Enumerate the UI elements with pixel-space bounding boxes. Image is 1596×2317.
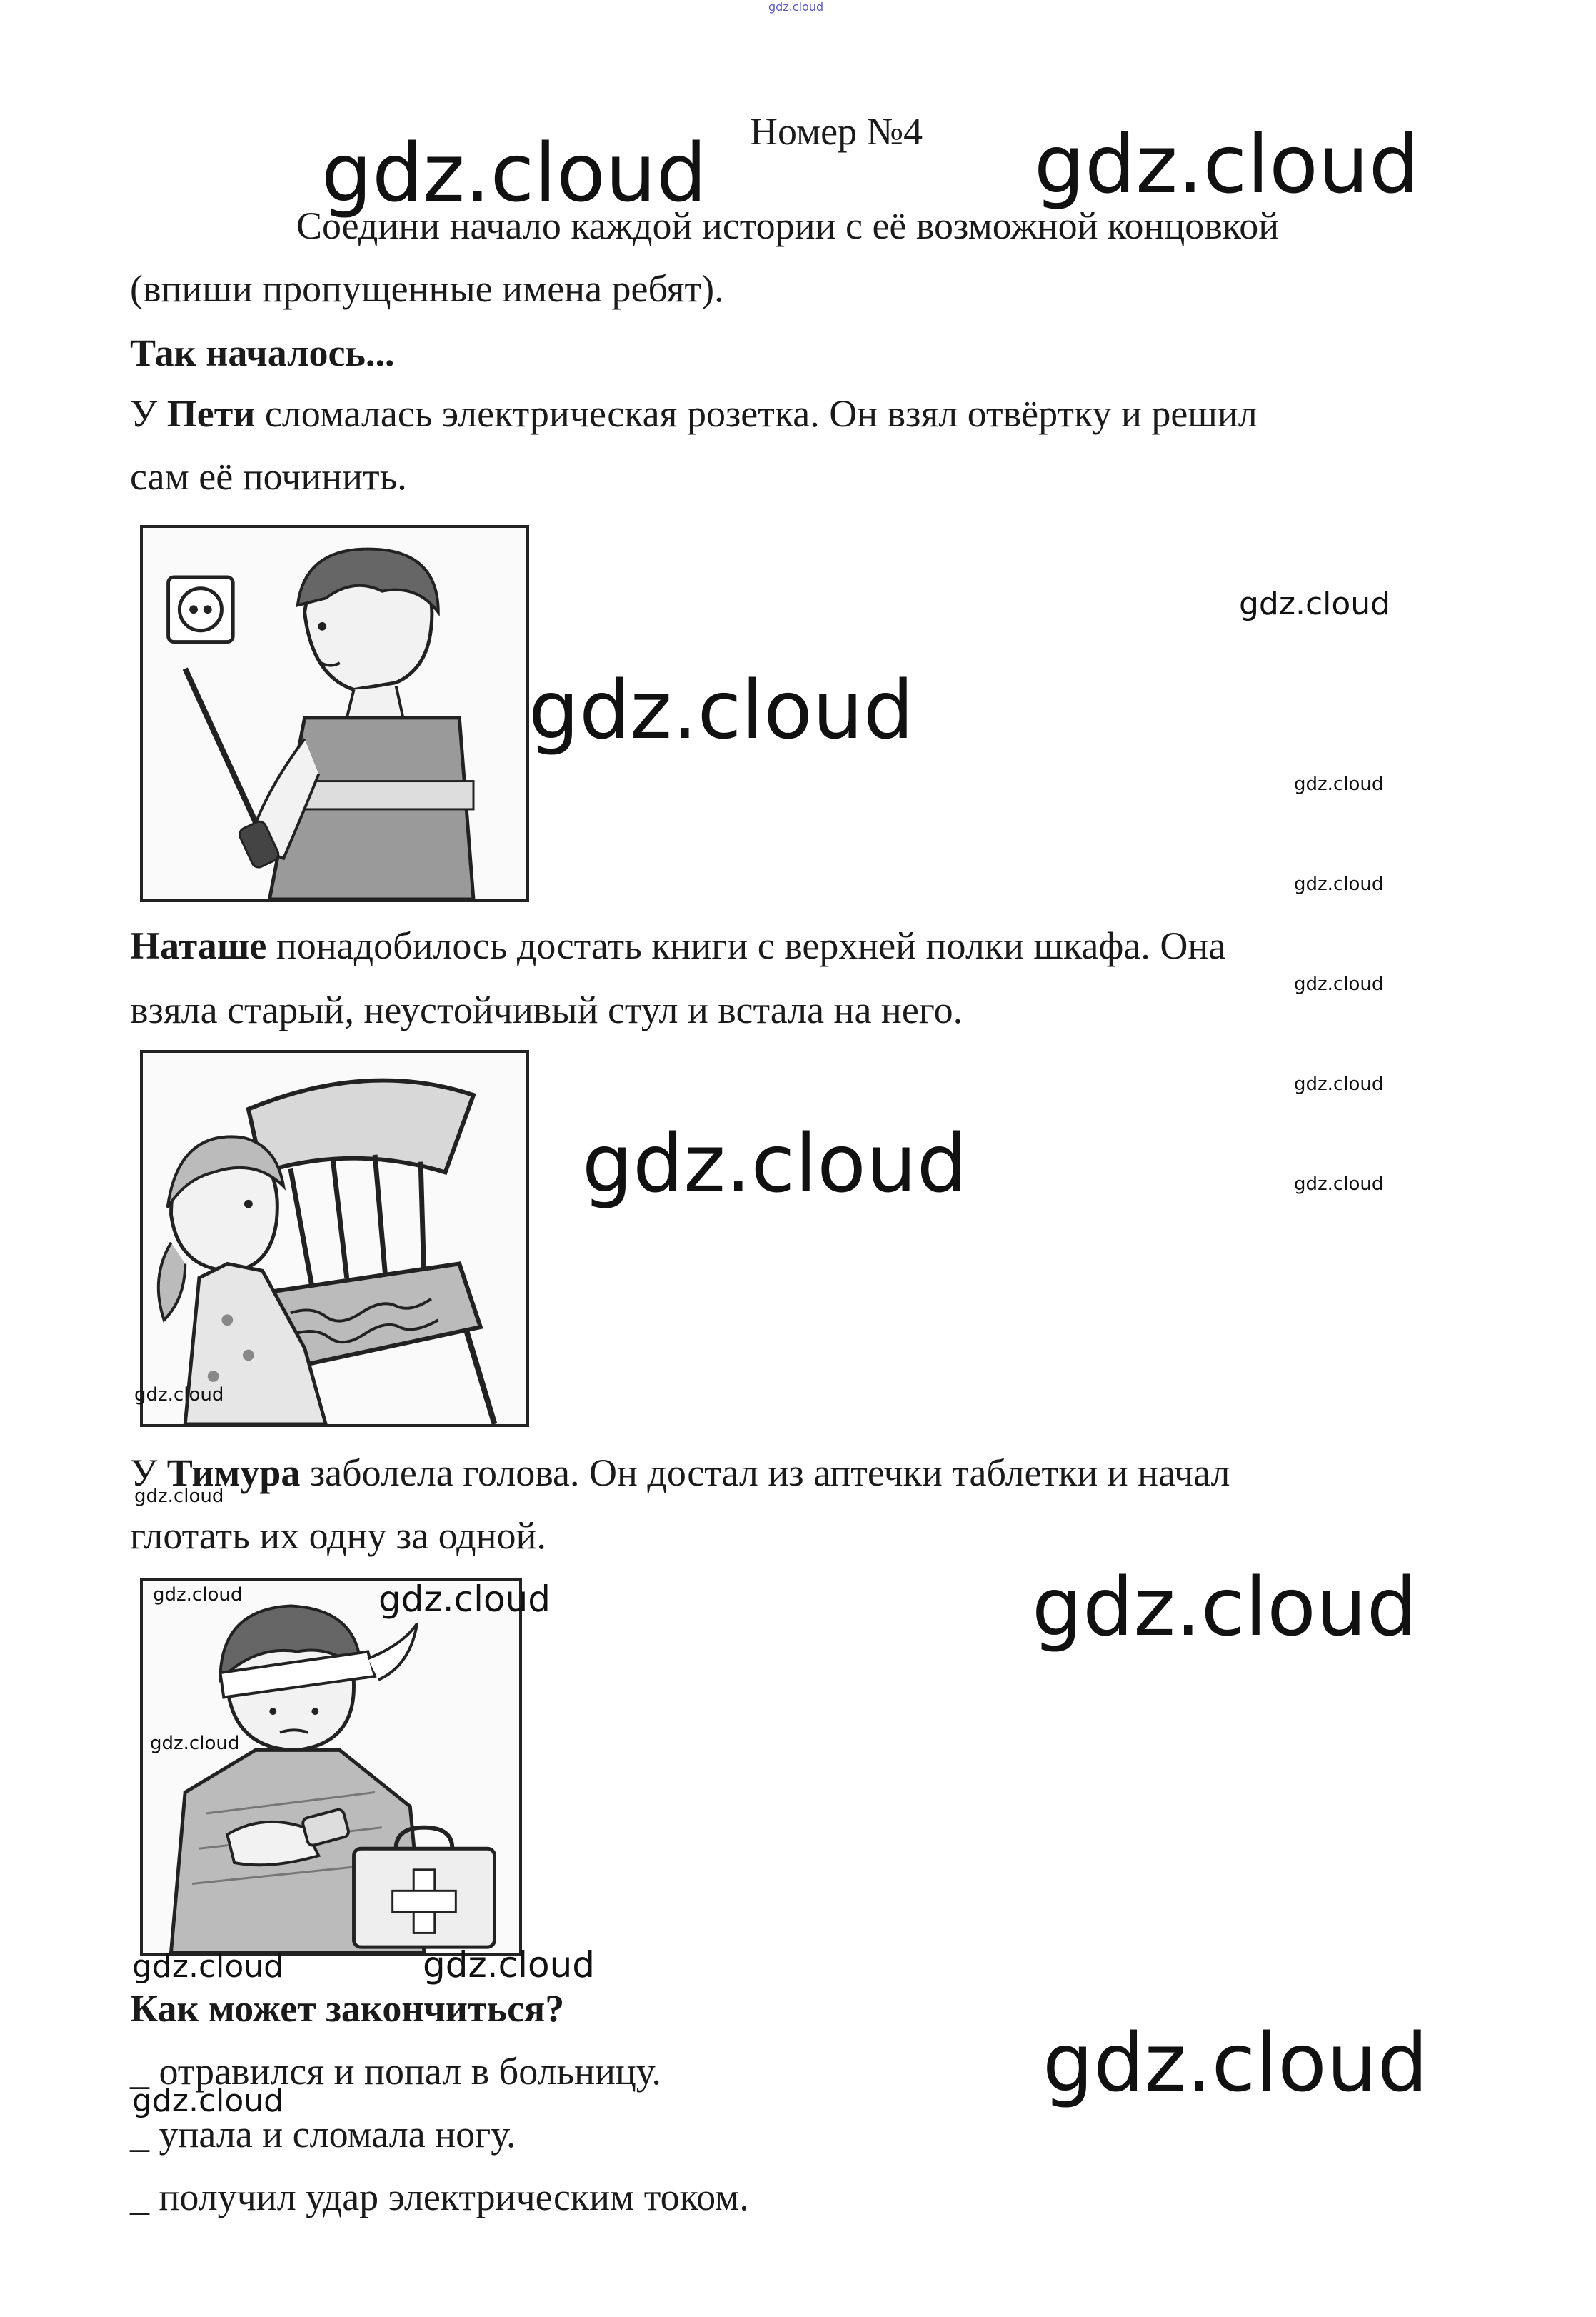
illustration-girl-chair (140, 1050, 529, 1427)
ending-2: _ упала и сломала ногу. (130, 2113, 516, 2156)
watermark: gdz.cloud (1294, 1074, 1384, 1095)
watermark: gdz.cloud (150, 1733, 240, 1754)
illustration-boy-screwdriver (140, 525, 529, 902)
story-3-line-2: глотать их одну за одной. (130, 1514, 546, 1557)
section-title-start: Так началось... (130, 331, 395, 374)
task-line-1: Соедини начало каждой истории с её возможной концовкой (296, 204, 1280, 247)
watermark: gdz.cloud (153, 1584, 243, 1606)
watermark: gdz.cloud (132, 1948, 284, 1985)
watermark: gdz.cloud (1034, 119, 1420, 211)
watermark-top: gdz.cloud (768, 0, 824, 14)
name-natasha: Наташе (130, 924, 267, 967)
name-timur: Тимура (166, 1451, 301, 1494)
watermark: gdz.cloud (1032, 1561, 1417, 1654)
ending-1: _ отравился и попал в больницу. (130, 2050, 661, 2093)
girl-with-chair-icon (143, 1053, 526, 1424)
story-2-line-1: Наташе понадобилось достать книги с верхней полки шкафа. Она (130, 924, 1226, 967)
watermark: gdz.cloud (1294, 974, 1384, 995)
task-line-2: (впиши пропущенные имена ребят). (130, 267, 724, 310)
watermark: gdz.cloud (321, 127, 707, 220)
watermark: gdz.cloud (1239, 586, 1391, 622)
watermark: gdz.cloud (134, 1384, 224, 1406)
story-2-line-2: взяла старый, неустойчивый стул и встала на него. (130, 989, 963, 1031)
illustration-boy-first-aid (140, 1578, 522, 1956)
page-title: Номер №4 (750, 110, 923, 153)
ending-3: _ получил удар электрическим током. (130, 2176, 749, 2218)
boy-with-first-aid-kit-icon (143, 1581, 519, 1953)
watermark: gdz.cloud (423, 1944, 596, 1986)
watermark: gdz.cloud (582, 1118, 968, 1211)
story-3-line-1: У Тимура заболела голова. Он достал из аптечки таблетки и начал (130, 1451, 1230, 1494)
watermark: gdz.cloud (1294, 874, 1384, 895)
watermark: gdz.cloud (378, 1578, 551, 1620)
section-title-endings: Как может закончиться? (130, 1987, 565, 2030)
boy-with-screwdriver-icon (143, 528, 526, 899)
watermark: gdz.cloud (1043, 2017, 1428, 2110)
story-1-line-2: сам её починить. (130, 455, 407, 498)
watermark: gdz.cloud (528, 664, 914, 757)
name-petya: Пети (166, 392, 256, 435)
watermark: gdz.cloud (132, 2083, 284, 2119)
story-1-line-1: У Пети сломалась электрическая розетка. Он взял отвёртку и решил (130, 392, 1258, 435)
watermark: gdz.cloud (134, 1486, 224, 1507)
watermark: gdz.cloud (1294, 774, 1384, 795)
watermark: gdz.cloud (1294, 1173, 1384, 1195)
